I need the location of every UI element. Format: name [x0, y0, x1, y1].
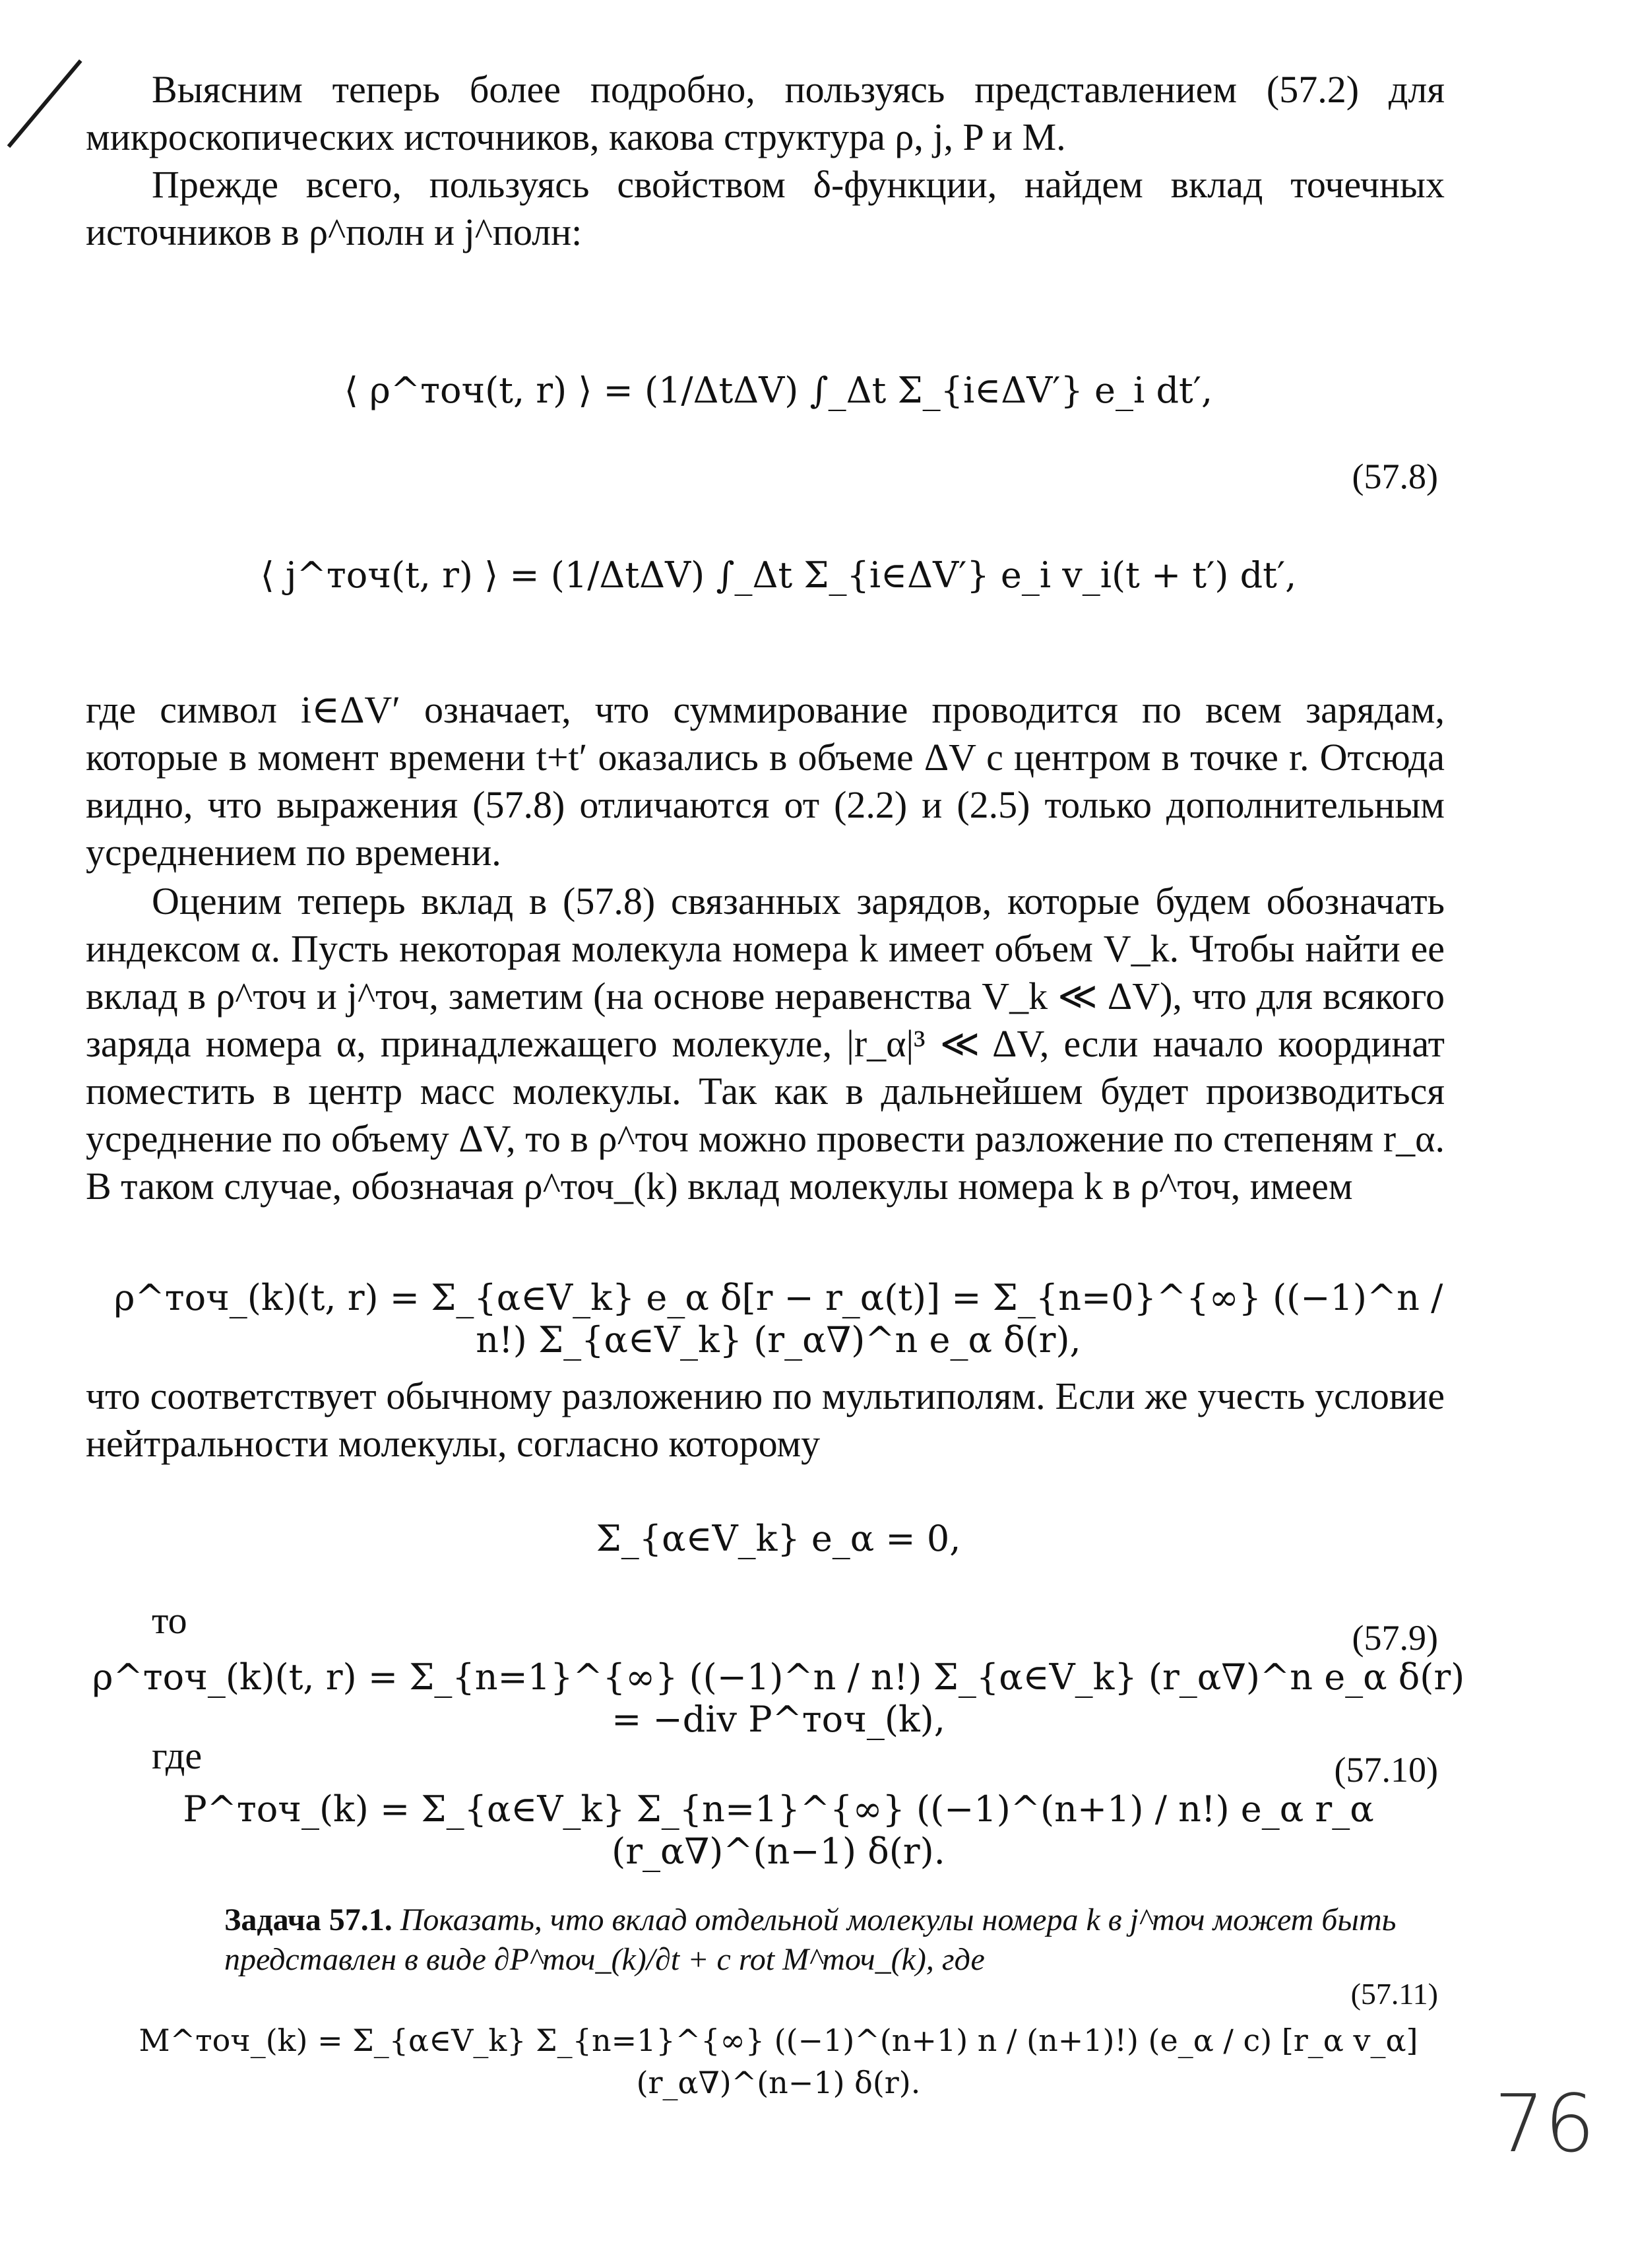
equation-multipole-expansion: ρ^точ_(k)(t, r) = Σ_{α∈V_k} e_α δ[r − r_α(t)] = Σ_{n=0}^{∞} ((−1)^n / n!) Σ_{α∈V_k} (r_α∇)^n e_α δ(r),: [113, 1277, 1443, 1361]
multipole-paragraph: что соответствует обычному разложению по мультиполям. Если же учесть условие нейтральности молекулы, согласно которому: [86, 1375, 1445, 1465]
pen-stroke-mark: [7, 59, 82, 148]
bound-charges-paragraph: Оценим теперь вклад в (57.8) связанных зарядов, которые будем обозначать индексом α. Пусть некоторая молекула номера k имеет объем V_k. Чтобы найти ее вклад в ρ^точ и j^точ, заметим (на основе неравенства V_k ≪ ΔV), что для всякого заряда номера α, принадлежащего молекуле, |r_α|³ ≪ ΔV, если начало координат поместить в центр масс молекулы. Так как в дальнейшем будет производиться усреднение по объему ΔV, то в ρ^точ можно провести разложение по степеням r_α. В таком случае, обозначая ρ^точ_(k) вклад молекулы номера k в ρ^точ, имеем: [86, 880, 1445, 1208]
equation-57-8-rho: ⟨ ρ^точ(t, r) ⟩ = (1/ΔtΔV) ∫_Δt Σ_{i∈ΔV′} e_i dt′,: [344, 370, 1213, 411]
equation-neutrality: Σ_{α∈V_k} e_α = 0,: [596, 1518, 961, 1559]
intro-text: [86, 66, 1445, 256]
after-57-8-paragraph: где символ i∈ΔV′ означает, что суммирование проводится по всем зарядам, которые в момент времени t+t′ оказались в объеме ΔV с центром в точке r. Отсюда видно, что выражения (57.8) отличаются от (2.2) и (2.5) только дополнительным усреднением по времени.: [86, 688, 1445, 874]
equation-57-10: P^точ_(k) = Σ_{α∈V_k} Σ_{n=1}^{∞} ((−1)^(n+1) / n!) e_α r_α (r_α∇)^(n−1) δ(r).: [183, 1788, 1374, 1872]
intro-paragraph-1: Выясним теперь более подробно, пользуясь представлением (57.2) для микроскопических источников, какова структура ρ, j, P и M.: [86, 68, 1445, 158]
handwritten-page-number: 76: [1494, 2079, 1595, 2170]
word-to: то: [152, 1599, 187, 1642]
equation-number-57-9: (57.9): [1352, 1618, 1438, 1658]
equation-number-57-11: (57.11): [1350, 1977, 1438, 2011]
equation-57-9: ρ^точ_(k)(t, r) = Σ_{n=1}^{∞} ((−1)^n / n!) Σ_{α∈V_k} (r_α∇)^n e_α δ(r) = −div P^точ_(k),: [92, 1656, 1465, 1740]
problem-text: Показать, что вклад отдельной молекулы номера k в j^точ может быть представлен в виде ∂P^точ_(k)/∂t + c rot M^точ_(k), где: [224, 1902, 1397, 1977]
word-where: где: [152, 1734, 203, 1777]
problem-57-1: [224, 1900, 1464, 1980]
equation-number-57-8: (57.8): [1352, 457, 1438, 496]
intro-paragraph-2: Прежде всего, пользуясь свойством δ-функции, найдем вклад точечных источников в ρ^полн и j^полн:: [86, 163, 1445, 253]
problem-label: Задача 57.1.: [224, 1902, 393, 1937]
equation-57-8-j: ⟨ j^точ(t, r) ⟩ = (1/ΔtΔV) ∫_Δt Σ_{i∈ΔV′} e_i v_i(t + t′) dt′,: [260, 554, 1297, 596]
equation-number-57-10: (57.10): [1334, 1750, 1438, 1790]
equation-57-11: M^точ_(k) = Σ_{α∈V_k} Σ_{n=1}^{∞} ((−1)^(n+1) n / (n+1)!) (e_α / c) [r_α v_α] (r_α∇)^(n−1) δ(r).: [139, 2023, 1418, 2100]
